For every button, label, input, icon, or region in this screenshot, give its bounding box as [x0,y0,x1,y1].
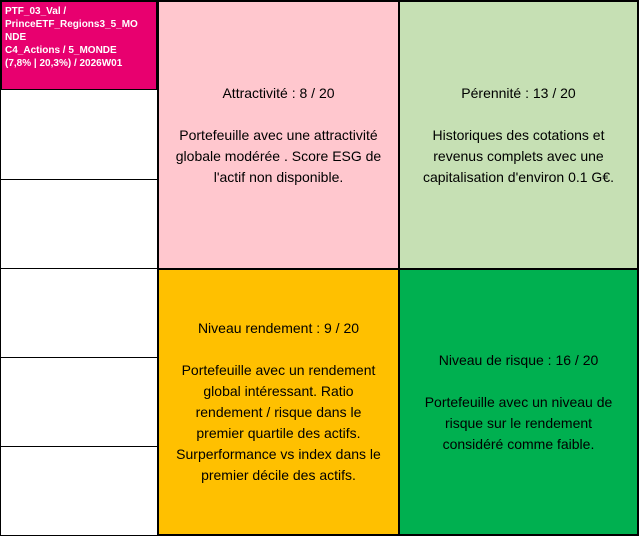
rendement-text: Portefeuille avec un rendement global intéressant. Ratio rendement / risque dans le premier quartile des actifs. Surperformance vs index dans le premier décile des actifs. [176,362,381,483]
risque-quadrant [398,268,639,536]
risque-title: Niveau de risque : 16 / 20 [438,351,599,368]
perennite-title: Pérennité : 13 / 20 [461,84,576,101]
empty-cell-2[interactable] [0,179,158,269]
perennite-quadrant [398,0,639,270]
attractivite-quadrant [157,0,400,270]
attractivite-title: Attractivité : 8 / 20 [222,84,335,101]
empty-cell-3[interactable] [0,268,158,358]
empty-cell-1[interactable] [0,89,158,180]
rendement-title: Niveau rendement : 9 / 20 [197,320,360,336]
empty-cell-5[interactable] [0,446,158,536]
header-line-4: C4_Actions / 5_MONDE [5,45,117,56]
header-line-1: PTF_03_Val / [5,6,67,17]
attractivite-text: Portefeuille avec une attractivité globale modérée . Score ESG de l'actif non disponible. [175,126,382,185]
perennite-text: Historiques des cotations et revenus complets avec une capitalisation d'environ 0.1 G€. [422,126,614,185]
portfolio-header-cell [0,0,158,91]
empty-cell-4[interactable] [0,357,158,447]
header-line-5: (7,8% | 20,3%) / 2026W01 [5,58,123,69]
header-line-2: PrinceETF_Regions3_5_MO [5,19,138,30]
header-line-3: NDE [5,32,27,43]
risque-text: Portefeuille avec un niveau de risque sur le rendement considéré comme faible. [424,393,613,452]
rendement-quadrant [157,268,400,536]
